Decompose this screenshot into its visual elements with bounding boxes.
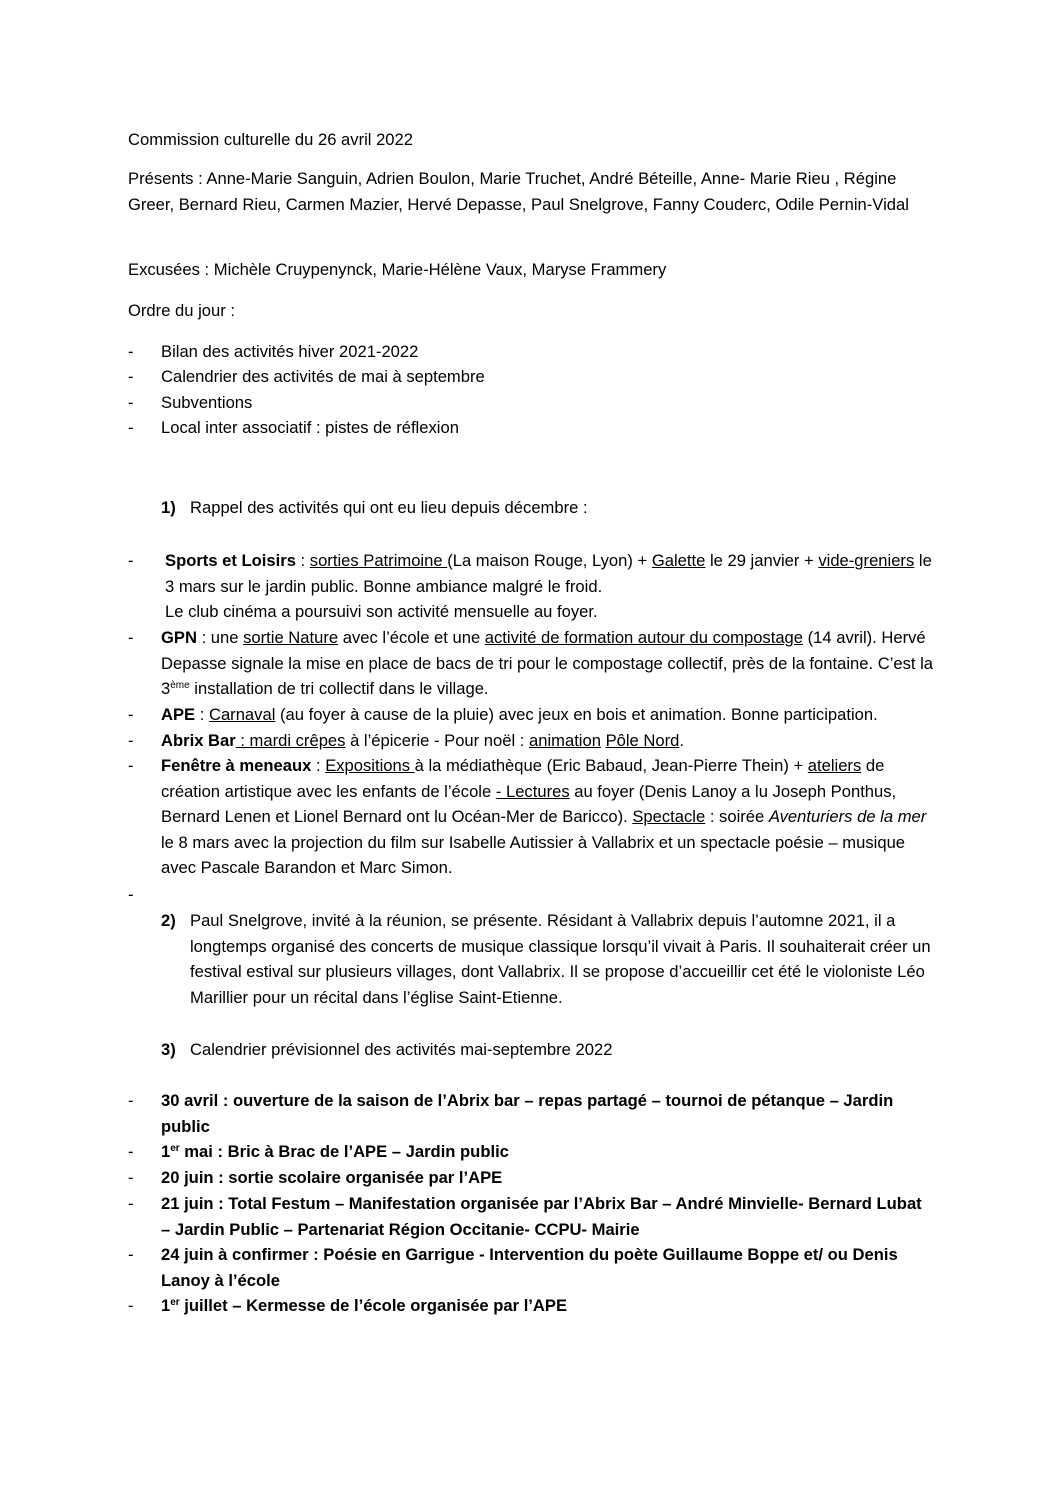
agenda-item: Local inter associatif : pistes de réflexion bbox=[161, 418, 459, 437]
list-bullet: - bbox=[128, 756, 134, 775]
calendar-text: 24 juin à confirmer : Poésie en Garrigue - Intervention du poète Guillaume Boppe et/ ou Denis Lanoy à l’école bbox=[161, 1245, 898, 1290]
underlined-run: Galette bbox=[651, 551, 706, 570]
underlined-run: : mardi crêpes bbox=[235, 731, 346, 750]
text-run: le 8 mars avec la projection du film sur Isabelle Autissier à Vallabrix et un spectacle poésie – musique avec Pascale Barandon et Marc Simon. bbox=[161, 832, 906, 878]
section-title: Calendrier prévisionnel des activités mai-septembre 2022 bbox=[190, 1040, 613, 1059]
calendar-item bbox=[161, 1191, 931, 1242]
text-run: au foyer (Denis Lanoy a lu Joseph Ponthus, Bernard Lenen et Lionel Bernard ont lu Océan-Mer de Baricco). bbox=[161, 781, 897, 827]
list-bullet: - bbox=[128, 551, 134, 570]
calendar-text: 30 avril : ouverture de la saison de l’Abrix bar – repas partagé – tournoi de pétanque – Jardin public bbox=[161, 1091, 894, 1136]
calendar-text bbox=[161, 1296, 567, 1315]
italic-run: Aventuriers de la mer bbox=[768, 807, 927, 827]
agenda-item: Calendrier des activités de mai à septembre bbox=[161, 367, 485, 386]
underlined-run: Spectacle bbox=[632, 807, 706, 827]
agenda-item: Subventions bbox=[161, 393, 253, 412]
text-run: installation de tri collectif dans le village. bbox=[189, 679, 489, 699]
underlined-run: vide-greniers bbox=[818, 551, 915, 570]
text-run: le 3 mars sur le jardin public. Bonne ambiance malgré le froid. bbox=[165, 551, 932, 596]
list-bullet: - bbox=[128, 1142, 134, 1161]
list-bullet: - bbox=[128, 628, 134, 647]
underlined-run: sorties Patrimoine bbox=[309, 551, 448, 570]
text-run: le 29 janvier + bbox=[705, 551, 819, 570]
list-bullet: - bbox=[128, 1194, 134, 1213]
association-name: Fenêtre à meneaux bbox=[161, 756, 312, 775]
underlined-run: Pôle Nord bbox=[605, 731, 680, 750]
activity-sports-loisirs bbox=[165, 548, 935, 599]
text-run: avec l’école et une bbox=[338, 628, 485, 647]
agenda-heading: Ordre du jour : bbox=[128, 301, 235, 320]
association-name: Sports et Loisirs bbox=[165, 551, 296, 570]
underlined-run: activité de formation autour du compostage bbox=[484, 628, 804, 647]
text-run: . bbox=[679, 731, 684, 750]
text-run: : bbox=[311, 756, 326, 775]
activity-ape bbox=[161, 702, 941, 728]
text-run: juillet – Kermesse de l’école organisée par l’APE bbox=[179, 1296, 568, 1315]
excusees-paragraph: Excusées : Michèle Cruypenynck, Marie-Hélène Vaux, Maryse Frammery bbox=[128, 260, 667, 279]
list-bullet: - bbox=[128, 705, 134, 724]
text-run: : bbox=[195, 705, 209, 724]
sports-cinema-line: Le club cinéma a poursuivi son activité mensuelle au foyer. bbox=[165, 602, 598, 621]
presents-paragraph: Présents : Anne-Marie Sanguin, Adrien Boulon, Marie Truchet, André Béteille, Anne- Marie Rieu , Régine Greer, Bernard Rieu, Carmen Mazier, Hervé Depasse, Paul Snelgrove, Fanny Couderc, Odile Pernin-Vidal bbox=[128, 169, 909, 214]
list-bullet: - bbox=[128, 1296, 134, 1315]
calendar-text: 21 juin : Total Festum – Manifestation organisée par l’Abrix Bar – André Minvielle- Bernard Lubat – Jardin Public – Partenariat Région Occitanie- CCPU- Mairie bbox=[161, 1194, 922, 1239]
text-run: 1 bbox=[161, 1296, 171, 1315]
list-bullet: - bbox=[128, 418, 134, 437]
calendar-item bbox=[161, 1293, 941, 1319]
list-bullet: - bbox=[128, 1091, 134, 1110]
text-run: 1 bbox=[161, 1142, 171, 1161]
list-bullet: - bbox=[128, 1168, 134, 1187]
list-bullet: - bbox=[128, 393, 134, 412]
document-title: Commission culturelle du 26 avril 2022 bbox=[128, 130, 413, 149]
underlined-run: sortie Nature bbox=[243, 628, 339, 647]
text-run: : soirée bbox=[705, 807, 769, 827]
association-name: APE bbox=[161, 705, 196, 724]
text-run: à la médiathèque (Eric Babaud, Jean-Pierre Thein) + bbox=[414, 756, 808, 775]
underlined-run: ateliers bbox=[807, 756, 862, 775]
text-run: (14 avril). Hervé Depasse signale la mise en place de bacs de tri pour le compostage collectif, près de la fontaine. C’est la 3 bbox=[161, 628, 934, 699]
text-run: à l’épicerie - Pour noël : bbox=[345, 731, 529, 750]
underlined-run: Carnaval bbox=[208, 705, 276, 724]
activity-gpn bbox=[161, 625, 936, 702]
text-run: de création artistique avec les enfants de l’école bbox=[161, 756, 885, 801]
list-bullet: - bbox=[128, 885, 134, 904]
calendar-text: 20 juin : sortie scolaire organisée par l’APE bbox=[161, 1168, 503, 1187]
superscript: er bbox=[170, 1143, 180, 1154]
text-run: : une bbox=[196, 628, 244, 647]
section-number: 3) bbox=[161, 1040, 176, 1059]
superscript: ème bbox=[170, 680, 190, 692]
calendar-item bbox=[161, 1088, 931, 1139]
section-number: 1) bbox=[161, 498, 176, 517]
section-number: 2) bbox=[161, 911, 176, 930]
list-bullet: - bbox=[128, 1245, 134, 1264]
section-paragraph: Paul Snelgrove, invité à la réunion, se présente. Résidant à Vallabrix depuis l’automne 2021, il a longtemps organisé des concerts de musique classique lorsqu’il vivait à Paris. Il souhaiterait créer un festival estival sur plusieurs villages, dont Vallabrix. Il se propose d’accueillir cet été le violoniste Léo Marillier pour un récital dans l’église Saint-Etienne. bbox=[190, 911, 931, 1007]
text-run: : bbox=[295, 551, 310, 570]
activity-fenetre-a-meneaux bbox=[161, 753, 936, 881]
list-bullet: - bbox=[128, 731, 134, 750]
text-run: (La maison Rouge, Lyon) + bbox=[447, 551, 652, 570]
text-run: mai : Bric à Brac de l’APE – Jardin public bbox=[179, 1142, 509, 1161]
association-name: GPN bbox=[161, 628, 197, 647]
list-bullet: - bbox=[128, 342, 134, 361]
association-name: Abrix Bar bbox=[161, 731, 236, 750]
calendar-item bbox=[161, 1139, 941, 1165]
activity-abrix-bar bbox=[161, 728, 941, 754]
underlined-run: animation bbox=[529, 731, 601, 750]
section-title: Rappel des activités qui ont eu lieu depuis décembre : bbox=[190, 498, 588, 517]
calendar-item bbox=[161, 1165, 941, 1191]
list-bullet: - bbox=[128, 367, 134, 386]
calendar-item bbox=[161, 1242, 931, 1293]
superscript: er bbox=[170, 1297, 180, 1308]
calendar-text bbox=[161, 1142, 509, 1161]
text-run: (au foyer à cause de la pluie) avec jeux en bois et animation. Bonne participation. bbox=[275, 705, 878, 724]
agenda-item: Bilan des activités hiver 2021-2022 bbox=[161, 342, 419, 361]
underlined-run: Expositions bbox=[325, 756, 415, 775]
underlined-run: - Lectures bbox=[495, 781, 570, 801]
